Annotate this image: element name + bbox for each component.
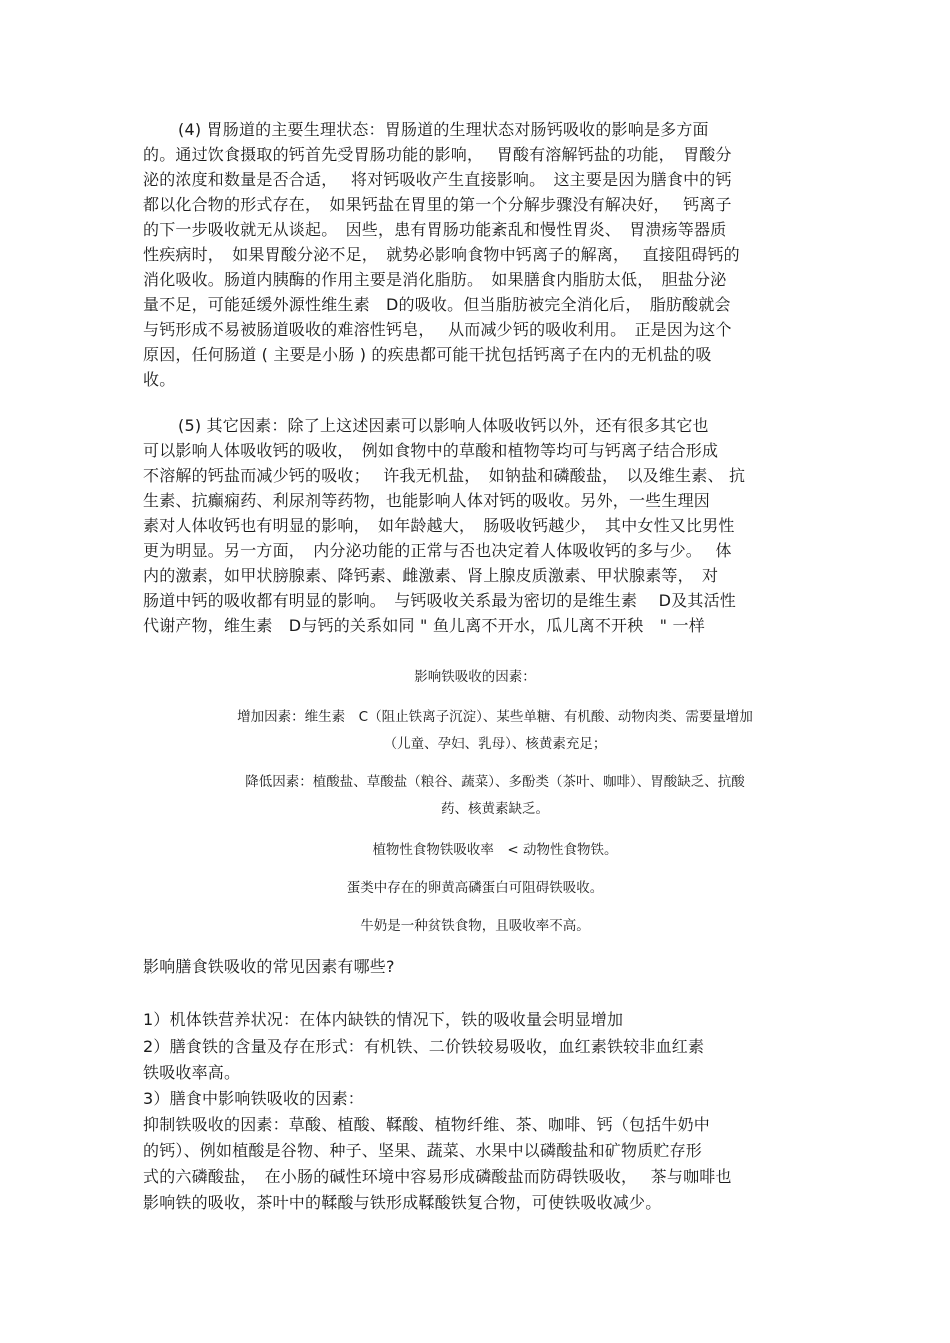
paragraph-line: 都以化合物的形式存在， 如果钙盐在胃里的第一个分解步骤没有解决好， 钙离子	[143, 195, 732, 214]
paragraph-line: 可以影响人体吸收钙的吸收， 例如食物中的草酸和植物等均可与钙离子结合形成	[143, 441, 719, 460]
paragraph-line: 素对人体收钙也有明显的影响， 如年龄越大， 肠吸收钙越少， 其中女性又比男性	[143, 516, 735, 535]
answer-line: 3）膳食中影响铁吸收的因素：	[143, 1089, 364, 1108]
decrease-factors-line: 降低因素：植酸盐、草酸盐（粮谷、蔬菜）、多酚类（茶叶、咖啡）、胃酸缺乏、抗酸	[245, 774, 745, 790]
paragraph-line: 量不足，可能延缓外源性维生素 D的吸收。但当脂肪被完全消化后， 脂肪酸就会	[143, 295, 731, 314]
iron-note: 蛋类中存在的卵黄高磷蛋白可阻碍铁吸收。	[346, 880, 604, 896]
paragraph-line: 内的激素，如甲状膀腺素、降钙素、雌激素、肾上腺皮质激素、甲状腺素等， 对	[143, 566, 719, 585]
paragraph-line: 更为明显。另一方面， 内分泌功能的正常与否也决定着人体吸收钙的多与少。 体	[143, 541, 732, 560]
paragraph-line: 代谢产物，维生素 D与钙的关系如同 " 鱼儿离不开水，瓜儿离不开秧 " 一样	[143, 616, 705, 635]
paragraph-line: 肠道中钙的吸收都有明显的影响。 与钙吸收关系最为密切的是维生素 D及其活性	[143, 591, 737, 610]
answer-line: 1）机体铁营养状况：在体内缺铁的情况下，铁的吸收量会明显增加	[143, 1010, 624, 1029]
answer-line: 的钙）、例如植酸是谷物、种子、坚果、蔬菜、水果中以磷酸盐和矿物质贮存形	[143, 1141, 703, 1160]
paragraph-line: 性疾病时， 如果胃酸分泌不足， 就势必影响食物中钙离子的解离， 直接阻碍钙的	[143, 245, 740, 264]
decrease-factors-line: 药、核黄素缺乏。	[441, 801, 549, 817]
paragraph-line: 的下一步吸收就无从谈起。 因些，患有胃肠功能紊乱和慢性胃炎、 胃溃疡等器质	[143, 220, 727, 239]
paragraph-line: 泌的浓度和数量是否合适， 将对钙吸收产生直接影响。 这主要是因为膳食中的钙	[143, 170, 732, 189]
answer-line: 影响铁的吸收，茶叶中的鞣酸与铁形成鞣酸铁复合物，可使铁吸收减少。	[143, 1193, 662, 1212]
paragraph-line: 消化吸收。肠道内胰酶的作用主要是消化脂肪。 如果膳食内脂肪太低， 胆盐分泌	[143, 270, 727, 289]
question-heading: 影响膳食铁吸收的常见因素有哪些?	[143, 957, 395, 976]
paragraph-line: 生素、抗癫痫药、利尿剂等药物，也能影响人体对钙的吸收。另外，一些生理因	[143, 491, 711, 510]
iron-note: 植物性食物铁吸收率 < 动物性食物铁。	[372, 842, 618, 858]
iron-factors-title: 影响铁吸收的因素：	[414, 669, 536, 685]
paragraph-line: 收。	[143, 370, 176, 389]
answer-line: 铁吸收率高。	[143, 1063, 241, 1082]
increase-factors-line: 增加因素：维生素 C（阻止铁离子沉淀）、某些单糖、有机酸、动物肉类、需要量增加	[237, 709, 753, 725]
paragraph-line: (5) 其它因素：除了上这述因素可以影响人体吸收钙以外，还有很多其它也	[178, 416, 709, 435]
paragraph-line: 不溶解的钙盐而减少钙的吸收； 许我无机盐， 如钠盐和磷酸盐， 以及维生素、 抗	[143, 466, 746, 485]
answer-line: 抑制铁吸收的因素：草酸、植酸、鞣酸、植物纤维、茶、咖啡、钙（包括牛奶中	[143, 1115, 711, 1134]
paragraph-line: 与钙形成不易被肠道吸收的难溶性钙皂， 从而减少钙的吸收利用。 正是因为这个	[143, 320, 732, 339]
paragraph-line: (4) 胃肠道的主要生理状态：胃肠道的生理状态对肠钙吸收的影响是多方面	[178, 120, 709, 139]
answer-line: 式的六磷酸盐， 在小肠的碱性环境中容易形成磷酸盐而防碍铁吸收， 茶与咖啡也	[143, 1167, 732, 1186]
answer-line: 2）膳食铁的含量及存在形式：有机铁、二价铁较易吸收，血红素铁较非血红素	[143, 1037, 705, 1056]
paragraph-line: 原因，任何肠道 ( 主要是小肠 ) 的疾患都可能干扰包括钙离子在内的无机盐的吸	[143, 345, 712, 364]
paragraph-line: 的。通过饮食摄取的钙首先受胃肠功能的影响， 胃酸有溶解钙盐的功能， 胃酸分	[143, 145, 732, 164]
increase-factors-line: （儿童、孕妇、乳母）、核黄素充足；	[383, 736, 607, 752]
iron-note: 牛奶是一种贫铁食物，且吸收率不高。	[360, 918, 590, 934]
